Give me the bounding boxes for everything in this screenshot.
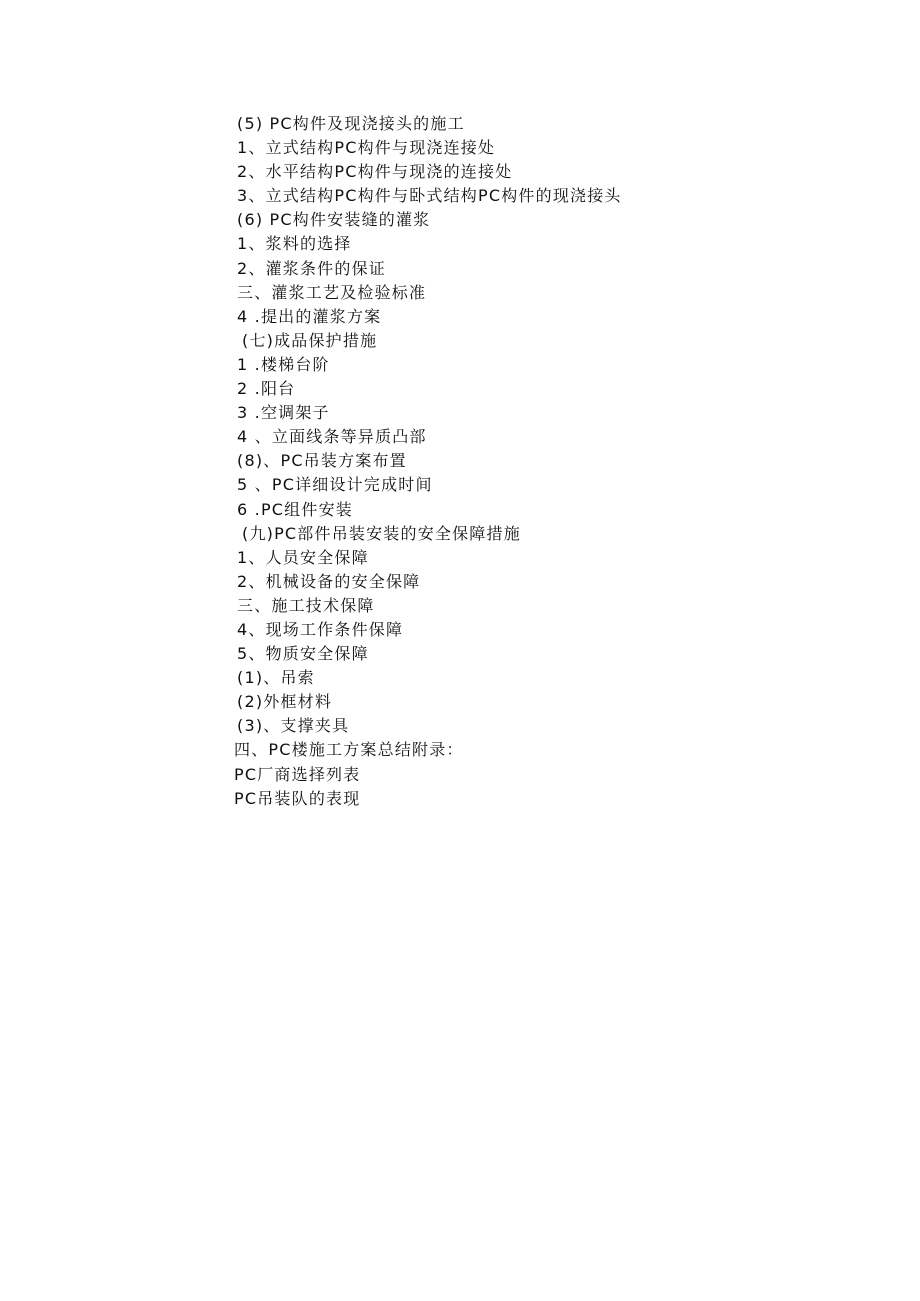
outline-line: 2、机械设备的安全保障 <box>237 571 421 591</box>
outline-line: 1、人员安全保障 <box>237 547 369 567</box>
outline-line: 1 .楼梯台阶 <box>237 354 330 374</box>
outline-line: (九)PC部件吊装安装的安全保障措施 <box>242 523 521 543</box>
outline-line: PC厂商选择列表 <box>234 764 361 784</box>
outline-line: (8)、PC吊装方案布置 <box>237 451 407 471</box>
outline-line: (1)、吊索 <box>237 668 315 688</box>
outline-line: 5、物质安全保障 <box>237 644 369 664</box>
outline-line: (3)、支撑夹具 <box>237 716 350 736</box>
outline-line: 1、立式结构PC构件与现浇连接处 <box>237 138 496 158</box>
outline-line: 2、水平结构PC构件与现浇的连接处 <box>237 162 513 182</box>
outline-line: 3 .空调架子 <box>237 403 330 423</box>
outline-line: 1、浆料的选择 <box>237 234 352 254</box>
outline-line: 四、PC楼施工方案总结附录： <box>234 740 464 760</box>
outline-line: 4、现场工作条件保障 <box>237 619 404 639</box>
outline-line: 3、立式结构PC构件与卧式结构PC构件的现浇接头 <box>237 186 622 206</box>
outline-line: 4 .提出的灌浆方案 <box>237 306 382 326</box>
outline-line: 6 .PC组件安装 <box>237 499 353 519</box>
outline-line: 4 、立面线条等异质凸部 <box>237 427 427 447</box>
document-outline <box>234 112 834 811</box>
outline-line: (5) PC构件及现浇接头的施工 <box>237 114 465 133</box>
outline-line: 三、灌浆工艺及检验标准 <box>237 282 427 302</box>
outline-line: 2 .阳台 <box>237 379 296 399</box>
outline-line: (6) PC构件安装缝的灌浆 <box>237 210 431 230</box>
outline-line: 5 、PC详细设计完成时间 <box>237 475 433 495</box>
outline-line: PC吊装队的表现 <box>234 788 361 808</box>
outline-line: (2)外框材料 <box>237 692 333 712</box>
outline-line: 2、灌浆条件的保证 <box>237 258 386 278</box>
outline-line: (七)成品保护措施 <box>242 330 378 350</box>
outline-line: 三、施工技术保障 <box>237 595 375 615</box>
